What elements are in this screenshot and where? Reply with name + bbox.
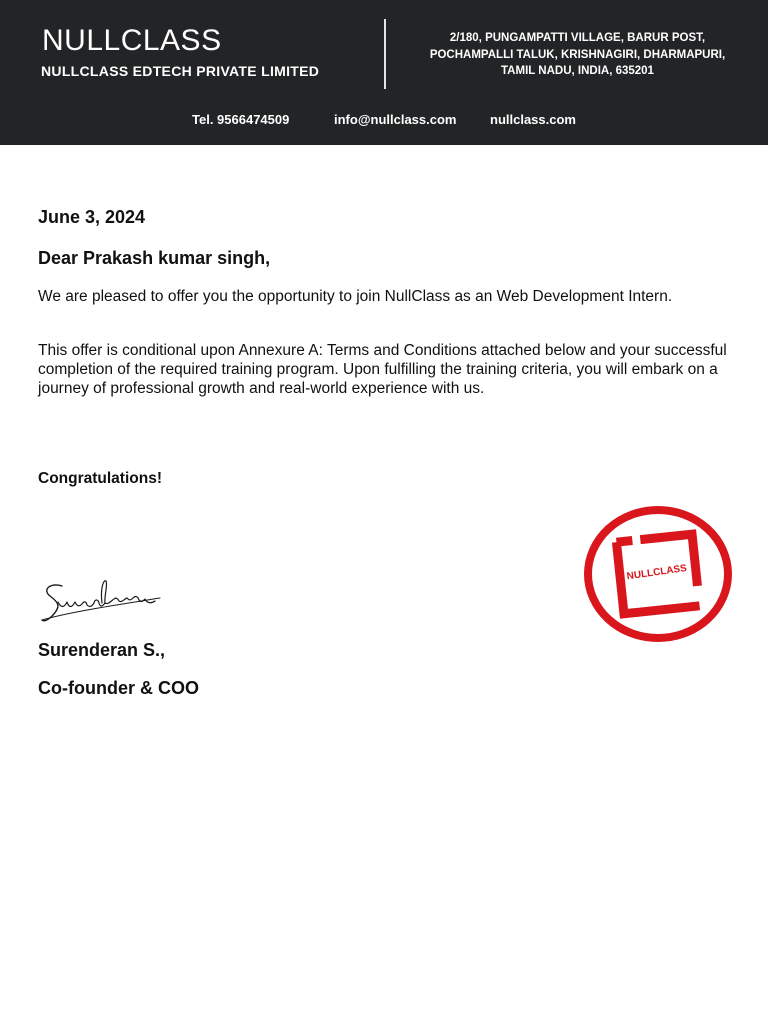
svg-text:NULLCLASS: NULLCLASS (626, 562, 688, 583)
address-line: TAMIL NADU, INDIA, 635201 (501, 65, 654, 77)
signer-title: Co-founder & COO (38, 678, 199, 698)
letterhead (0, 0, 768, 145)
closing-text: Congratulations! (38, 470, 162, 487)
handwritten-signature (40, 572, 210, 632)
website: nullclass.com (490, 112, 576, 127)
company-address (400, 30, 755, 80)
address-line: 2/180, PUNGAMPATTI VILLAGE, BARUR POST, (449, 32, 706, 44)
letter-date: June 3, 2024 (38, 207, 146, 227)
conditions-paragraph: This offer is conditional upon Annexure A: Terms and Conditions attached below and your successful completion of the required training program. Upon fulfilling the training criteria, you will embark on a journey of professional growth and real-world experience with us. (38, 342, 727, 397)
signer-name: Surenderan S., (38, 640, 166, 660)
phone-number: Tel. 9566474509 (192, 112, 290, 127)
address-line: POCHAMPALLI TALUK, KRISHNAGIRI, DHARMAPURI, (429, 48, 726, 61)
email-address: info@nullclass.com (334, 112, 457, 127)
header-divider (384, 19, 386, 89)
salutation: Dear Prakash kumar singh, (38, 248, 271, 268)
svg-text:NULLCLASS: NULLCLASS (42, 24, 222, 54)
company-name: NULLCLASS EDTECH PRIVATE LIMITED (41, 63, 320, 79)
company-seal-stamp (580, 502, 736, 646)
nullclass-logo (42, 24, 222, 54)
offer-paragraph: We are pleased to offer you the opportunity to join NullClass as an Web Development Intern. (38, 288, 673, 305)
